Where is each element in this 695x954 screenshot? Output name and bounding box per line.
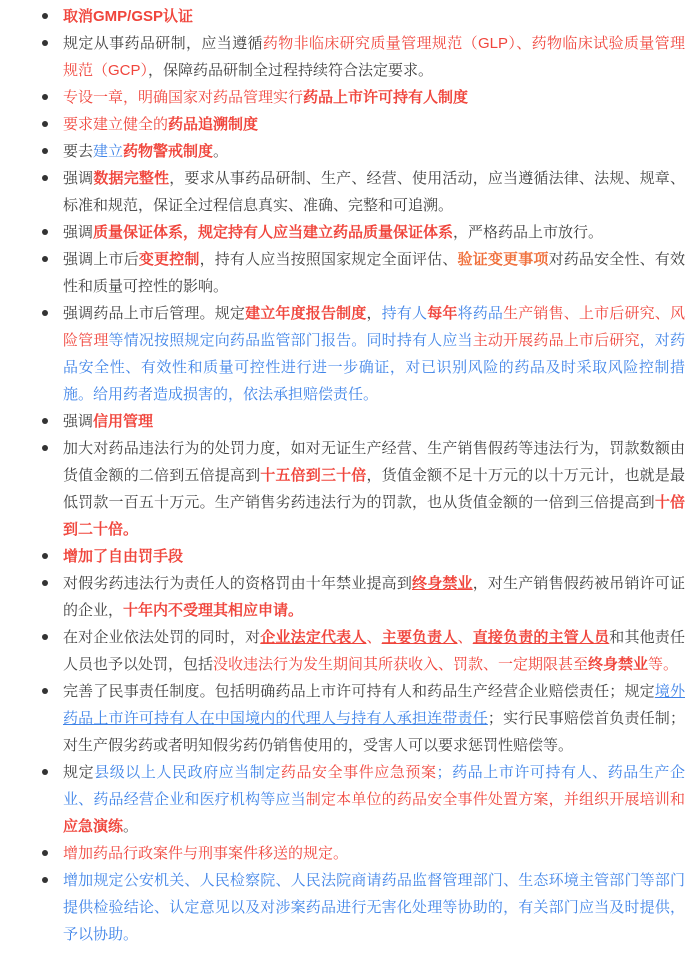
text-segment: 强调 [63,170,94,187]
text-segment: 数据完整性 [93,170,170,187]
text-segment: 规定从事药品研制，应当遵循 [63,35,263,52]
text-segment: 生产销售、上市后研究、风险管理 [63,305,685,349]
text-segment: 主动开展药品上市后研究 [472,332,640,349]
text-segment: 完善了民事责任制度。包括明确药品上市许可持有人和药品生产经营企业赔偿责任；规定 [63,683,655,700]
text-segment: 终身禁业 [412,575,473,592]
text-segment: 建立 [93,143,124,160]
text-segment: ，对生产销售假药被吊销许可证的企业， [63,575,685,619]
text-segment: 药品安全事件应急预案 [280,764,437,781]
text-segment: 质量保证体系，规定持有人应当建立药品质量保证体系 [93,224,454,241]
text-segment: 制定本单位的药品安全事件处置方案 [305,791,549,808]
text-segment: 。 [213,143,229,160]
text-segment: 企业法定代表人 [260,629,367,646]
text-segment: 强调 [63,224,94,241]
list-item [36,165,685,219]
list-item [36,300,685,408]
text-segment: 、 [366,629,382,646]
text-segment: 应急演练 [63,818,124,835]
text-segment: 信用管理 [93,413,154,430]
text-segment: 等情况按照规定向药品监管部门报告。同时持有人应当 [108,332,473,349]
text-segment: 要去 [63,143,94,160]
text-segment: ，严格药品上市放行。 [453,224,604,241]
text-segment: ，货值金额不足十万元的以十万元计，也就是最低罚款一百五十万元。生产销售劣药违法行为的罚款，也从货值金额的一倍到三倍提高到 [63,467,685,511]
text-segment: 对药品安全性、有效性和质量可控性的影响。 [63,251,685,295]
text-segment: 十年内不受理其相应申请。 [123,602,304,619]
text-segment: ，持有人应当按照国家规定全面评估、 [199,251,458,268]
bullet-list [36,3,685,948]
text-segment: ，对药品安全性、有效性和质量可控性进行进一步确证，对已识别风险的药品及时采取风险控制措施。给用药者造成损害的，依法承担赔偿责任。 [63,332,685,403]
text-segment: ；实行民事赔偿首负责任制；对生产假劣药或者明知假劣药仍销售使用的，受害人可以要求惩罚性赔偿等。 [63,710,685,754]
text-segment: 将药品 [457,305,504,322]
text-segment: 取消GMP/GSP认证 [63,8,194,25]
text-segment: 县级以上人民政府应当制定 [94,764,281,781]
text-segment: 药物非临床研究质量管理规范（GLP）、药物临床试验质量管理规范（GCP） [63,35,685,79]
text-segment: 增加规定公安机关、人民检察院、人民法院商请药品监督管理部门、生态环境主管部门等部门提供检验结论、认定意见以及对涉案药品进行无害化处理等协助的，有关部门应当及时提供，予以协助。 [63,872,685,943]
list-item [36,111,685,138]
list-item [36,30,685,84]
text-segment: 强调 [63,413,94,430]
text-segment: ，并组织开展培训和 [548,791,685,808]
text-segment: 持有人 [381,305,428,322]
text-segment: 强调上市后 [63,251,139,268]
text-segment: 药品追溯制度 [168,116,259,133]
list-item [36,624,685,678]
list-item [36,570,685,624]
list-item [36,84,685,111]
text-segment: 增加药品行政案件与刑事案件移送的规定。 [63,845,349,862]
text-segment: 和其他责任人员也予以处罚，包括 [63,629,685,673]
text-segment: 专设一章，明确国家对药品管理实行 [63,89,304,106]
text-segment: 境外药品上市许可持有人在中国境内的代理人与持有人承担连带责任 [63,683,685,727]
list-item [36,678,685,759]
list-item [36,867,685,948]
text-segment: 药品上市许可持有人制度 [303,89,469,106]
text-segment: 。 [123,818,139,835]
text-segment: 每年 [427,305,458,322]
list-item [36,435,685,543]
text-segment: ，保障药品研制全过程持续符合法定要求。 [148,62,434,79]
text-segment: ；药品上市许可持有人、药品生产企业、药品经营企业和医疗机构等应当 [63,764,685,808]
text-segment: 对假劣药违法行为责任人的资格罚由十年禁业提高到 [63,575,413,592]
text-segment: 建立年度报告制度 [245,305,367,322]
text-segment: ，要求从事药品研制、生产、经营、使用活动，应当遵循法律、法规、规章、标准和规范，保证全过程信息真实、准确、完整和可追溯。 [63,170,685,214]
text-segment: 药物警戒制度 [123,143,214,160]
list-item [36,138,685,165]
text-segment: 变更控制 [138,251,200,268]
list-item [36,840,685,867]
text-segment: 终身禁业 [588,656,649,673]
text-segment: 十倍到二十倍。 [63,494,685,538]
text-segment: 加大对药品违法行为的处罚力度，如对无证生产经营、生产销售假药等违法行为，罚款数额由货值金额的二倍到五倍提高到 [63,440,685,484]
text-segment: 等。 [648,656,679,673]
list-item [36,246,685,300]
list-item [36,543,685,570]
text-segment: 、 [457,629,473,646]
text-segment: 直接负责的主管人员 [472,629,610,646]
list-item [36,408,685,435]
list-item [36,759,685,840]
list-item [36,219,685,246]
text-segment: 规定 [63,764,95,781]
text-segment: 十五倍到三十倍 [260,467,367,484]
text-segment: ， [366,305,382,322]
list-item [36,3,685,30]
text-segment: 增加了自由罚手段 [63,548,184,565]
text-segment: 没收违法行为发生期间其所获收入、罚款、一定期限甚至 [213,656,589,673]
text-segment: 主要负责人 [381,629,458,646]
text-segment: 要求建立健全的 [63,116,169,133]
text-segment: 强调药品上市后管理。规定 [63,305,246,322]
text-segment: 在对企业依法处罚的同时，对 [63,629,261,646]
text-segment: 验证变更事项 [457,251,549,268]
